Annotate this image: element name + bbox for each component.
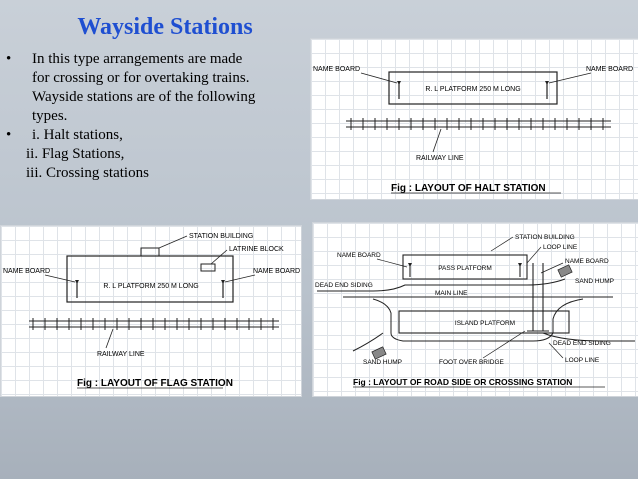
name-board-left-label: NAME BOARD [3, 268, 51, 275]
name-board-right-label: NAME BOARD [565, 258, 609, 265]
name-board-icon [518, 263, 522, 267]
bullet-mark: • [6, 127, 12, 143]
bullet-line: i. Halt stations, [32, 127, 123, 143]
foot-over-bridge-label: FOOT OVER BRIDGE [439, 359, 504, 366]
halt-diagram-svg [311, 39, 638, 199]
leader-line [361, 73, 397, 83]
name-board-right-label: NAME BOARD [586, 66, 634, 73]
leader-line [225, 275, 255, 282]
name-board-icon [221, 280, 225, 284]
platform-label: R. L PLATFORM 250 M LONG [425, 86, 521, 93]
railway-line-label: RAILWAY LINE [97, 351, 145, 358]
crossing-caption: Fig : LAYOUT OF ROAD SIDE OR CROSSING STATION [353, 377, 573, 387]
bullet-line: Wayside stations are of the following [32, 89, 256, 105]
flag-caption: Fig : LAYOUT OF FLAG STATION [77, 378, 233, 389]
sub-item: iii. Crossing stations [26, 165, 149, 181]
leader-line [159, 236, 187, 248]
station-building-label: STATION BUILDING [515, 234, 575, 241]
bullet-item [6, 50, 306, 126]
leader-line [106, 329, 113, 348]
island-platform-label: ISLAND PLATFORM [454, 320, 516, 327]
sand-hump-icon [372, 347, 386, 359]
leader-line [491, 237, 513, 251]
crossing-station-diagram [312, 222, 638, 397]
name-board-left-label: NAME BOARD [337, 252, 381, 259]
name-board-icon [408, 263, 412, 267]
crossing-diagram-svg [313, 223, 638, 396]
leader-line [483, 331, 525, 358]
sand-hump-icon [558, 265, 572, 277]
leader-line [211, 250, 227, 264]
railway-track [346, 118, 611, 130]
name-board-icon [75, 280, 79, 284]
main-line-label: MAIN LINE [435, 290, 468, 297]
bullet-mark: • [6, 51, 12, 67]
flag-station-diagram [0, 225, 302, 397]
name-board-icon [545, 81, 549, 85]
bullet-item [6, 126, 306, 145]
platform-label: R. L PLATFORM 250 M LONG [103, 283, 199, 290]
halt-station-diagram [310, 38, 638, 200]
name-board-icon [397, 81, 401, 85]
bullet-list [6, 50, 306, 183]
station-building-rect [141, 248, 159, 256]
railway-line-label: RAILWAY LINE [416, 155, 464, 162]
dead-end-left-label: DEAD END SIDING [315, 282, 373, 289]
bullet-line: for crossing or for overtaking trains. [32, 70, 250, 86]
name-board-right-label: NAME BOARD [253, 268, 301, 275]
pass-platform-label: PASS PLATFORM [438, 265, 492, 272]
flag-diagram-svg [1, 226, 301, 396]
leader-line [433, 129, 441, 152]
latrine-block-rect [201, 264, 215, 271]
bullet-line: In this type arrangements are made [32, 51, 243, 67]
dead-end-right-label: DEAD END SIDING [553, 340, 611, 347]
leader-line [549, 73, 591, 83]
railway-track [29, 318, 279, 330]
halt-caption: Fig : LAYOUT OF HALT STATION [391, 183, 546, 194]
leader-line [527, 247, 541, 263]
bullet-line: types. [32, 108, 68, 124]
platform-rect [67, 256, 233, 302]
latrine-block-label: LATRINE BLOCK [229, 246, 284, 253]
loop-line-bottom-label: LOOP LINE [565, 357, 600, 364]
leader-line [45, 275, 75, 282]
sub-item: ii. Flag Stations, [26, 146, 125, 162]
slide-title: Wayside Stations [77, 14, 253, 40]
sand-hump-left-label: SAND HUMP [363, 359, 403, 366]
name-board-left-label: NAME BOARD [313, 66, 361, 73]
sand-hump-right-label: SAND HUMP [575, 278, 615, 285]
loop-line-top-label: LOOP LINE [543, 244, 578, 251]
station-building-label: STATION BUILDING [189, 233, 254, 240]
